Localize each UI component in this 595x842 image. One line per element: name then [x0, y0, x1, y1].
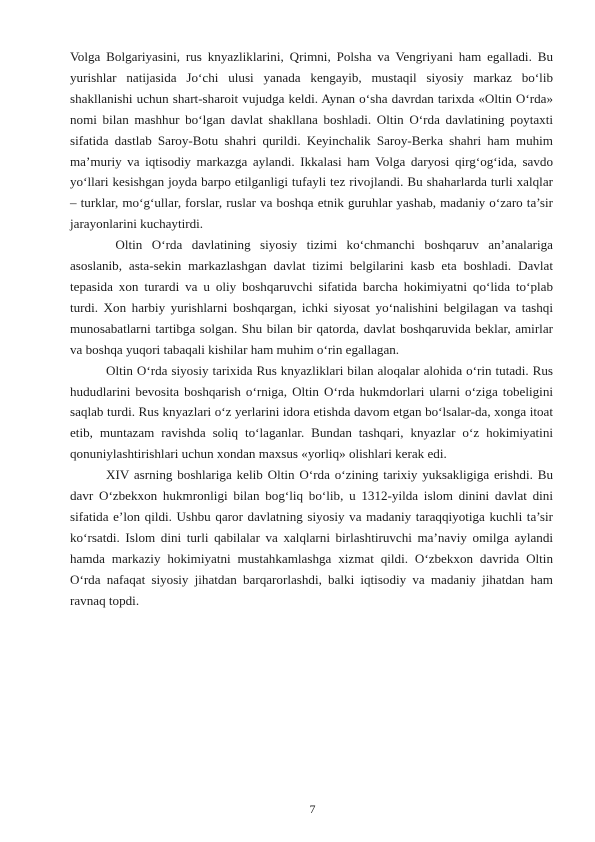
paragraph-1: Volga Bolgariyasini, rus knyazliklarini, Qrimni, Polsha va Vengriyani ham egalladi. Bu yurishlar natijasida Jo‘chi ulusi yanada kengayib, mustaqil siyosiy markaz bo‘lib shakllanishi uchun shart-sharoit vujudga keldi. Aynan o‘sha davrdan tarixda «Oltin O‘rda» nomi bilan mashhur bo‘lgan davlat shakllana boshladi. Oltin O‘rda davlatining poytaxti sifatida dastlab Saroy-Botu shahri qurildi. Keyinchalik Saroy-Berka shahri ham muhim ma’muriy va iqtisodiy markazga aylandi. Ikkalasi ham Volga daryosi qirg‘og‘ida, savdo yo‘llari kesishgan joyda barpo etilganligi tufayli tez rivojlandi. Bu shaharlarda turli xalqlar – turklar, mo‘g‘ullar, forslar, ruslar va boshqa etnik guruhlar yashab, madaniy o‘zaro ta’sir jarayonlarini kuchaytirdi. — [70, 49, 553, 232]
body-text — [70, 47, 586, 611]
page-number: 7 — [309, 802, 316, 816]
paragraph-4: XIV asrning boshlariga kelib Oltin O‘rda o‘zining tarixiy yuksakligiga erishdi. Bu davr O‘zbekxon hukmronligi bilan bog‘liq bo‘lib, u 1312-yilda islom dinini davlat dini sifatida e’lon qildi. Ushbu qaror davlatning siyosiy va madaniy taraqqiyotiga kuchli ta’sir ko‘rsatdi. Islom dini turli qabilalar va xalqlarni birlashtiruvchi ma’naviy omilga aylandi hamda markaziy hokimiyatni mustahkamlashga xizmat qildi. O‘zbekxon davrida Oltin O‘rda nafaqat siyosiy jihatdan barqarorlashdi, balki iqtisodiy va madaniy jihatdan ham ravnaq topdi. — [70, 467, 553, 608]
paragraph-2: Oltin O‘rda davlatining siyosiy tizimi ko‘chmanchi boshqaruv an’analariga asoslanib, asta-sekin markazlashgan davlat tizimi belgilarini kasb eta boshladi. Davlat tepasida xon turardi va u oliy boshqaruvchi sifatida barcha hokimiyatni qo‘lida to‘plab turdi. Xon harbiy yurishlarni boshqargan, ichki siyosat yo‘nalishini belgilagan va tashqi munosabatlarni tartibga solgan. Shu bilan bir qatorda, davlat boshqaruvida beklar, amirlar va boshqa yuqori tabaqali kishilar ham muhim o‘rin egallagan. — [70, 237, 586, 357]
paragraph-3: Oltin O‘rda siyosiy tarixida Rus knyazliklari bilan aloqalar alohida o‘rin tutadi. Rus hududlarini bevosita boshqarish o‘rniga, Oltin O‘rda hukmdorlari ularni o‘ziga tobeligini saqlab turdi. Rus knyazlari o‘z yerlarini idora etishda davom etgan bo‘lsalar-da, xonga itoat etib, muntazam ravishda soliq to‘laganlar. Bundan tashqari, knyazlar o‘z hokimiyatini qonuniylashtirishlari uchun xondan maxsus «yorliq» olishlari kerak edi. — [70, 362, 553, 462]
